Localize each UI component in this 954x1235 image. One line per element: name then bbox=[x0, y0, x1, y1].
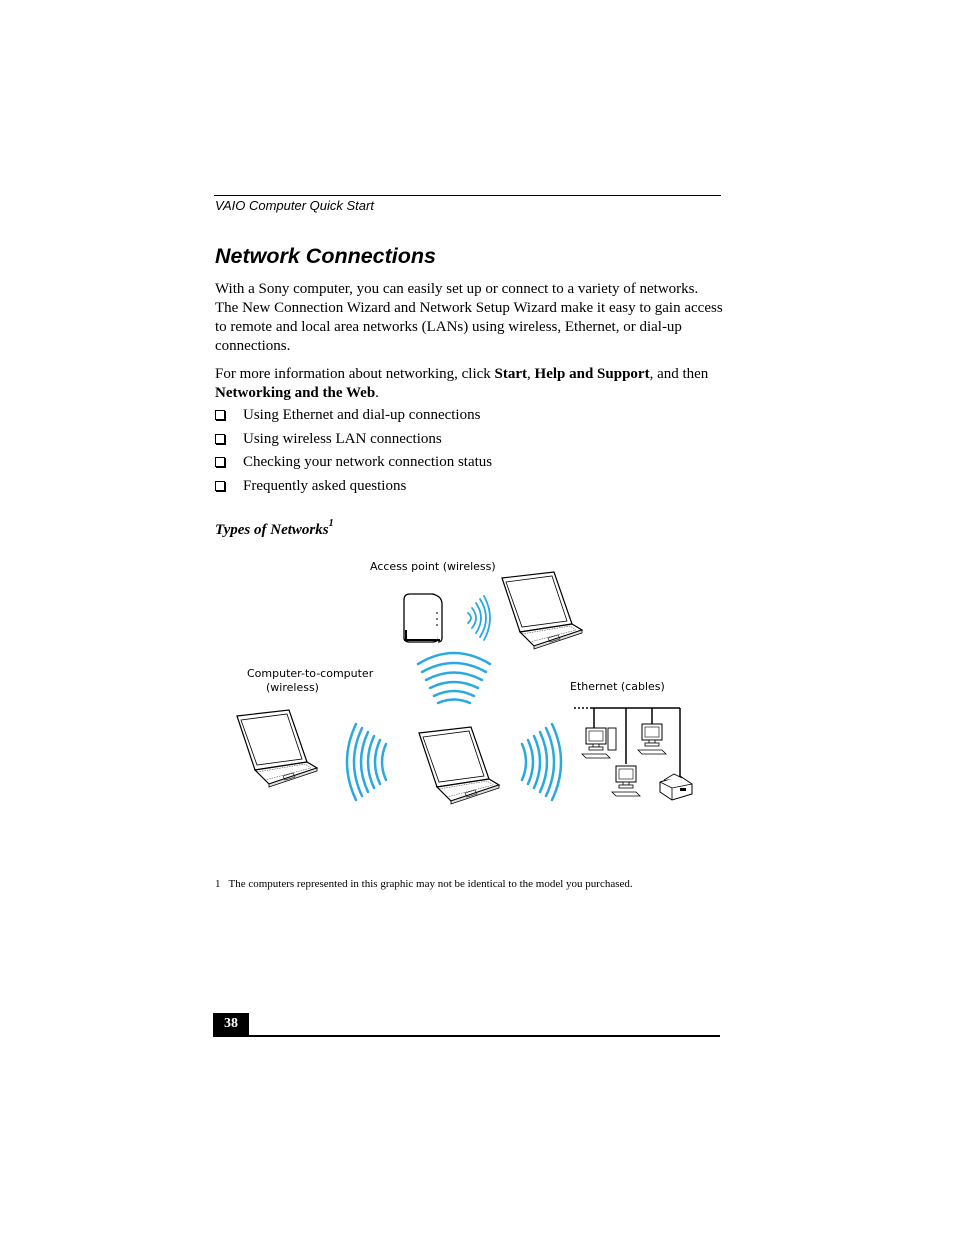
header-rule bbox=[214, 195, 721, 196]
list-item-label: Using wireless LAN connections bbox=[243, 430, 442, 447]
start-link-text: Start bbox=[494, 366, 528, 382]
printer-icon bbox=[660, 774, 692, 800]
list-item[interactable] bbox=[215, 429, 492, 453]
footer-rule bbox=[213, 1035, 720, 1037]
checkbox-bullet-icon bbox=[215, 481, 225, 491]
list-item-label: Checking your network connection status bbox=[243, 454, 493, 471]
checkbox-bullet-icon bbox=[215, 410, 225, 420]
help-support-text: Help and Support bbox=[534, 366, 650, 382]
computer-to-computer-sublabel: (wireless) bbox=[266, 681, 319, 694]
wireless-laptop-icon bbox=[502, 572, 582, 649]
peer-laptop-left-icon bbox=[237, 710, 317, 787]
right-wave-icon bbox=[522, 724, 561, 800]
more-info-prefix: For more information about networking, click bbox=[215, 366, 495, 382]
broadcast-wave-icon bbox=[418, 653, 490, 703]
footnote-text: The computers represented in this graphic may not be identical to the model you purchased. bbox=[228, 878, 633, 890]
checkbox-bullet-icon bbox=[215, 434, 225, 444]
more-info-mid: , and then bbox=[649, 366, 709, 382]
access-point-device-icon bbox=[404, 594, 442, 642]
intro-paragraph: With a Sony computer, you can easily set up or connect to a variety of networks. The New Connection Wizard and Network Setup Wizard make it easy to gain access to remote and local area networks (LANs) using wireless, Ethernet, or dial-up connections. bbox=[215, 281, 723, 354]
desktop-computer-icon bbox=[638, 724, 666, 754]
ethernet-label: Ethernet (cables) bbox=[570, 680, 665, 693]
left-wave-icon bbox=[347, 724, 386, 800]
network-types-figure bbox=[232, 552, 702, 812]
more-info-paragraph bbox=[215, 365, 725, 403]
list-item-label: Using Ethernet and dial-up connections bbox=[243, 407, 481, 423]
checkbox-bullet-icon bbox=[215, 457, 225, 467]
access-point-label: Access point (wireless) bbox=[370, 560, 496, 573]
footnote-reference: 1 bbox=[328, 518, 334, 529]
networking-web-text: Networking and the Web bbox=[215, 385, 376, 401]
footnote bbox=[215, 878, 633, 890]
running-title: VAIO Computer Quick Start bbox=[215, 198, 374, 213]
access-point-wave-icon bbox=[468, 596, 490, 640]
more-info-sep: , bbox=[527, 366, 535, 382]
more-info-end: . bbox=[375, 385, 379, 401]
computer-to-computer-label: Computer-to-computer bbox=[247, 667, 374, 680]
desktop-computer-icon bbox=[612, 766, 640, 796]
list-item[interactable] bbox=[215, 452, 492, 476]
page-title: Network Connections bbox=[215, 244, 436, 268]
list-item[interactable] bbox=[215, 405, 492, 429]
list-item[interactable] bbox=[215, 476, 492, 500]
topic-list bbox=[215, 405, 492, 499]
peer-laptop-center-icon bbox=[419, 727, 499, 804]
footnote-mark: 1 bbox=[215, 878, 221, 890]
list-item-label: Frequently asked questions bbox=[243, 477, 407, 494]
figure-heading bbox=[215, 520, 334, 539]
figure-heading-text: Types of Networks bbox=[215, 522, 329, 538]
page-number: 38 bbox=[213, 1013, 249, 1036]
desktop-computer-icon bbox=[582, 728, 616, 758]
